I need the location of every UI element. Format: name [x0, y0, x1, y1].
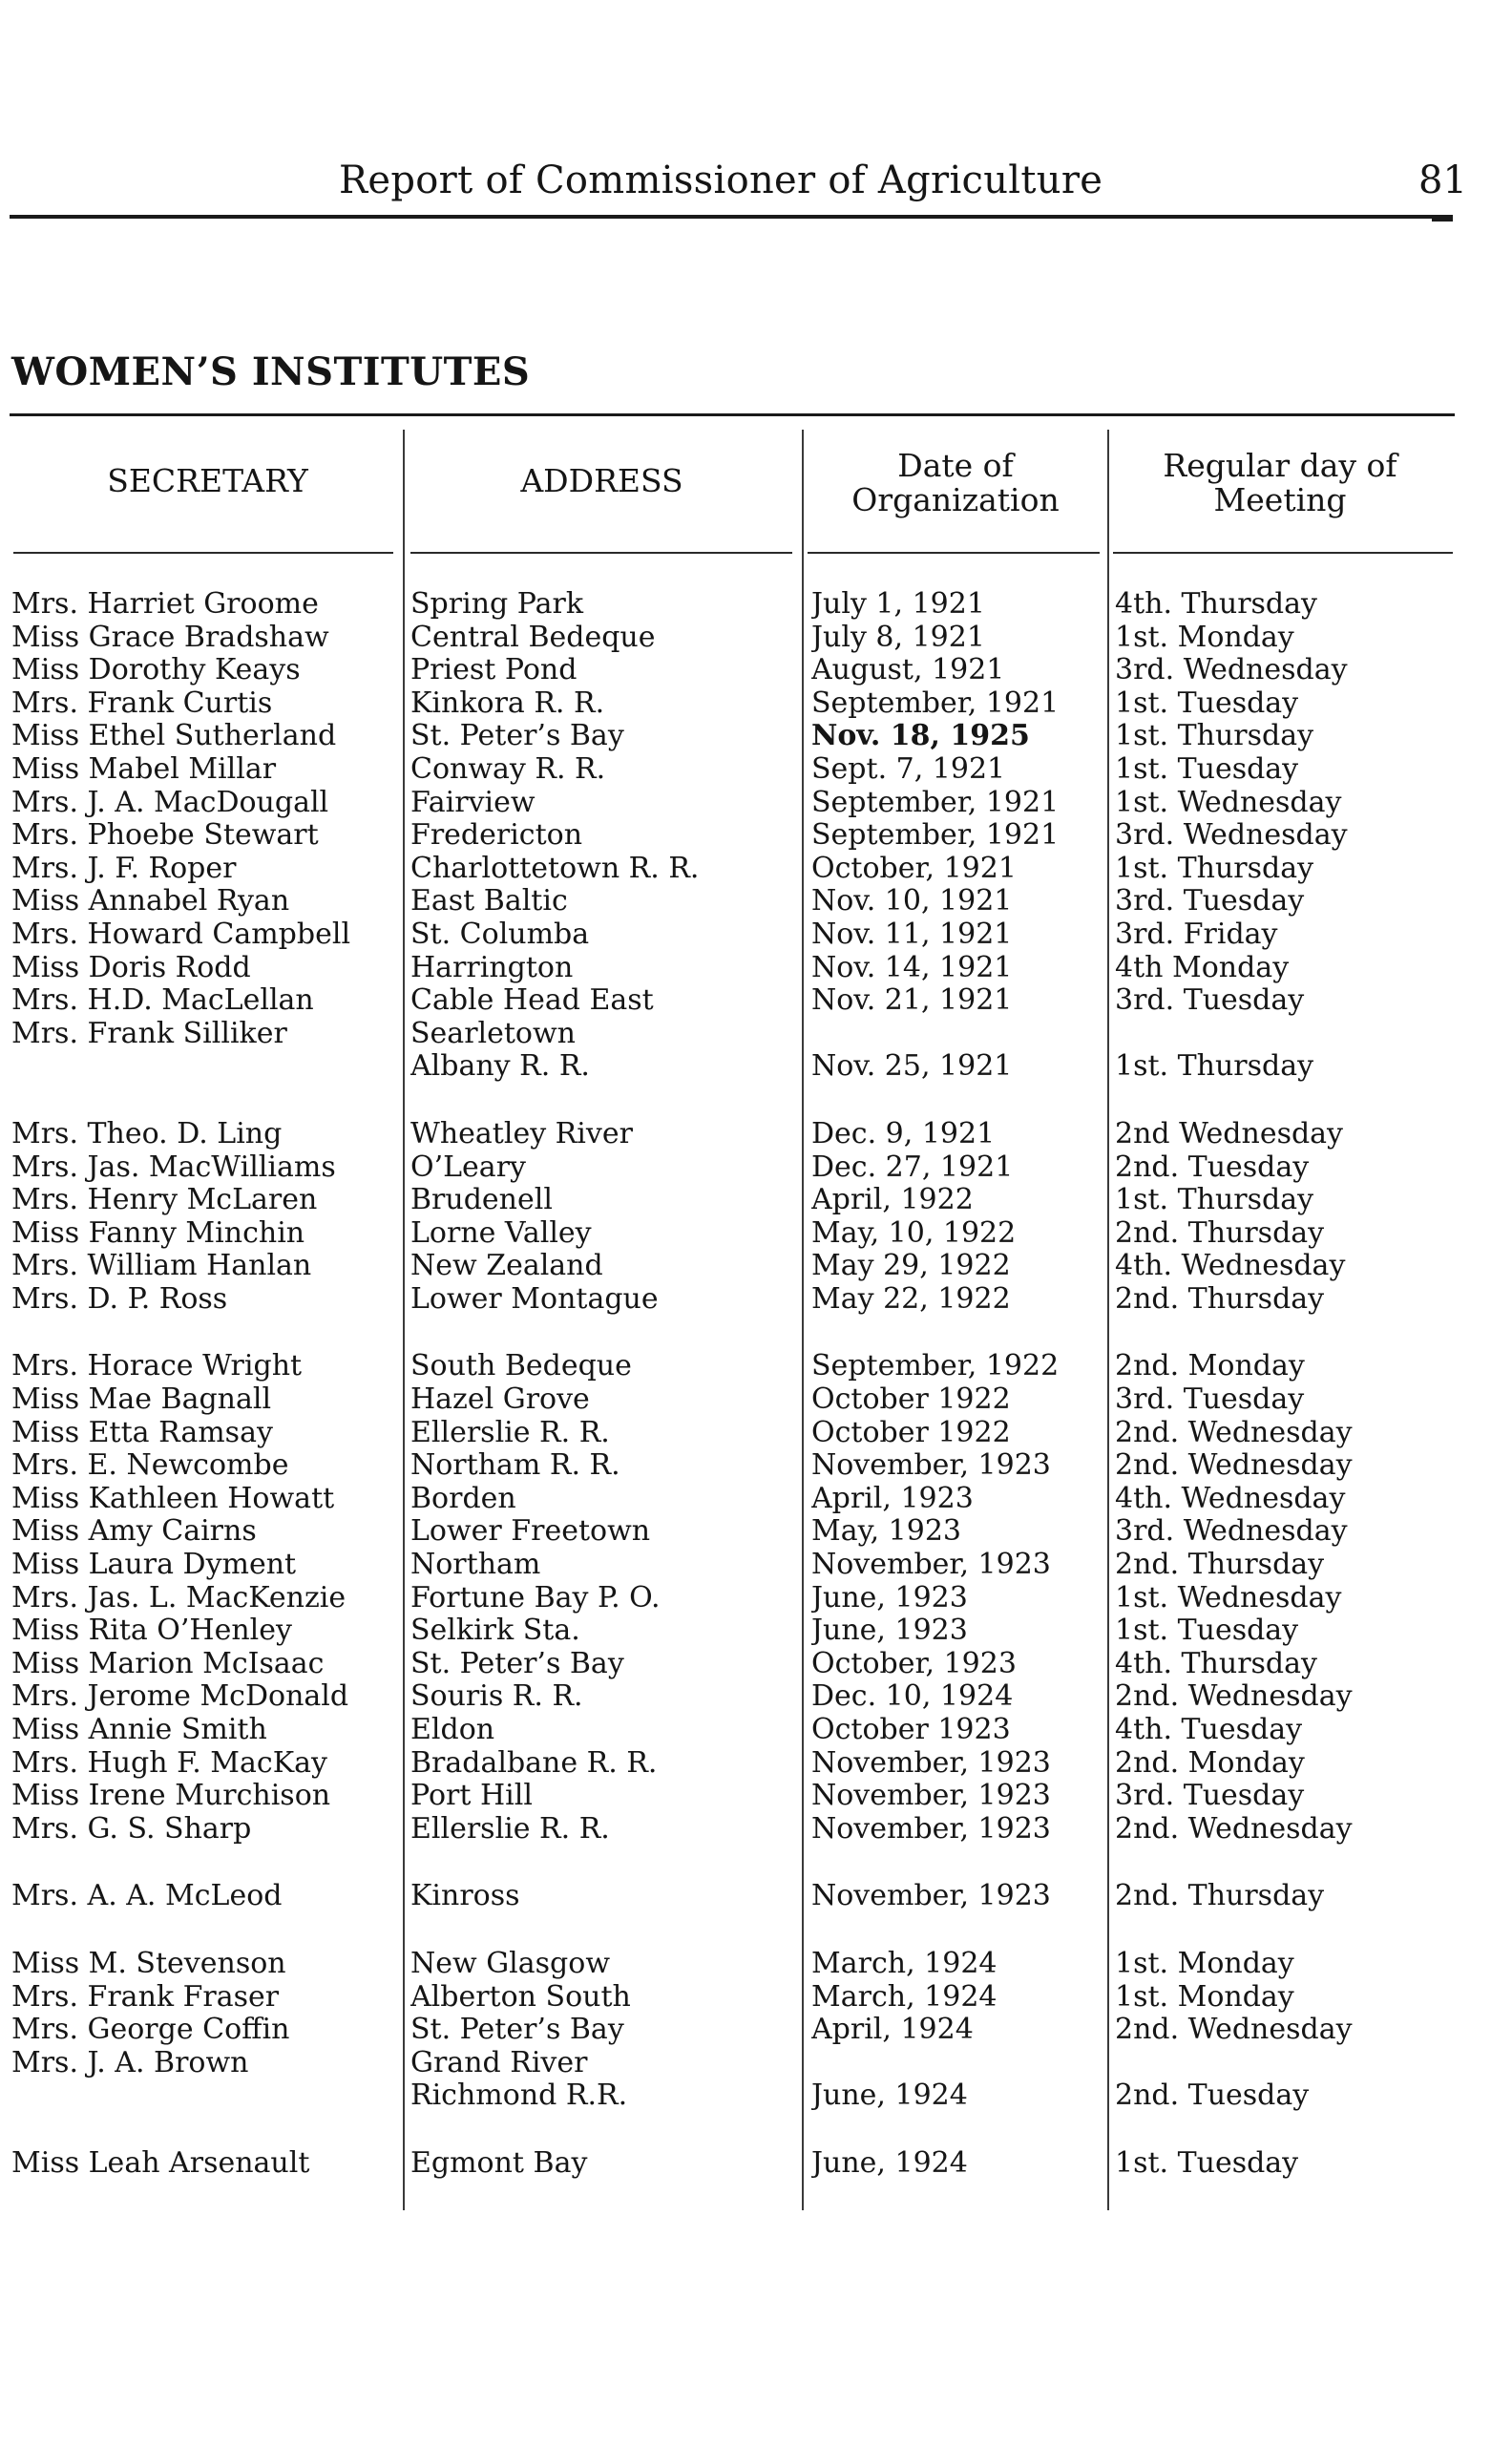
address-cell: Richmond R.R.: [410, 2079, 628, 2113]
address-cell: Egmont Bay: [410, 2146, 588, 2180]
meeting-cell: 4th. Thursday: [1115, 588, 1317, 621]
table-row: [0, 1417, 1512, 1450]
secretary-cell: Mrs. G. S. Sharp: [11, 1812, 252, 1846]
date-cell: April, 1924: [811, 2014, 974, 2047]
address-cell: Wheatley River: [410, 1117, 633, 1150]
secretary-cell: Miss Mae Bagnall: [11, 1383, 272, 1417]
address-cell: South Bedeque: [410, 1350, 632, 1383]
table-row: [0, 1483, 1512, 1516]
table-row: [0, 1151, 1512, 1185]
address-cell: New Glasgow: [410, 1947, 611, 1980]
column-header-meeting-line1: Regular day of: [1163, 447, 1397, 484]
secretary-cell: Miss Annie Smith: [11, 1714, 267, 1746]
date-cell: May, 10, 1922: [811, 1216, 1017, 1250]
meeting-cell: 1st. Tuesday: [1115, 2146, 1299, 2180]
header-underline-secretary: [13, 552, 393, 554]
date-cell: March, 1924: [811, 1980, 998, 2014]
column-header-date: [808, 449, 1103, 517]
table-row: [0, 753, 1512, 787]
column-header-secretary: SECRETARY: [107, 462, 308, 499]
date-cell: September, 1921: [811, 686, 1060, 720]
table-row: [0, 1283, 1512, 1317]
secretary-cell: Miss Fanny Minchin: [11, 1216, 305, 1250]
meeting-cell: 2nd. Thursday: [1115, 1282, 1325, 1316]
address-cell: O’Leary: [410, 1150, 526, 1184]
secretary-cell: Mrs. A. A. McLeod: [11, 1880, 283, 1913]
address-cell: Grand River: [410, 2046, 588, 2079]
date-cell: April, 1922: [811, 1184, 974, 1217]
table-row: [0, 1582, 1512, 1615]
table-row: [0, 1350, 1512, 1383]
table-row: [0, 1747, 1512, 1781]
date-cell: May, 1923: [811, 1515, 961, 1549]
table-row: [0, 1118, 1512, 1151]
address-cell: Searletown: [410, 1017, 576, 1050]
date-cell: August, 1921: [811, 654, 1005, 687]
meeting-cell: 2nd Wednesday: [1115, 1117, 1344, 1150]
date-cell: Dec. 27, 1921: [811, 1150, 1014, 1184]
table-row: [0, 1050, 1512, 1084]
secretary-cell: Miss Laura Dyment: [11, 1549, 297, 1582]
secretary-cell: Mrs. Henry McLaren: [11, 1184, 318, 1217]
table-row: [0, 853, 1512, 886]
secretary-cell: Miss Amy Cairns: [11, 1515, 257, 1549]
secretary-cell: Mrs. Jas. MacWilliams: [11, 1150, 336, 1184]
table-row: [0, 918, 1512, 952]
meeting-cell: 2nd. Monday: [1115, 1350, 1305, 1383]
date-cell: October 1922: [811, 1383, 1011, 1417]
table-row: [0, 1515, 1512, 1549]
column-header-date-line1: Date of: [897, 447, 1014, 484]
table-row: [0, 1449, 1512, 1483]
secretary-cell: Miss Rita O’Henley: [11, 1614, 292, 1648]
date-cell: Dec. 10, 1924: [811, 1680, 1014, 1714]
address-cell: Conway R. R.: [410, 752, 606, 786]
date-cell: November, 1923: [811, 1812, 1051, 1846]
date-cell: April, 1923: [811, 1482, 974, 1515]
running-title: Report of Commissioner of Agriculture: [339, 158, 1103, 202]
meeting-cell: 2nd. Wednesday: [1115, 1680, 1353, 1714]
meeting-cell: 3rd. Friday: [1115, 918, 1278, 951]
date-cell: July 8, 1921: [811, 621, 985, 654]
address-cell: Lower Montague: [410, 1282, 659, 1316]
meeting-cell: 1st. Wednesday: [1115, 786, 1342, 819]
meeting-cell: 3rd. Tuesday: [1115, 1780, 1305, 1813]
meeting-cell: 2nd. Thursday: [1115, 1880, 1325, 1913]
section-title: WOMEN’S INSTITUTES: [11, 349, 531, 394]
secretary-cell: Mrs. Horace Wright: [11, 1350, 303, 1383]
address-cell: Bradalbane R. R.: [410, 1746, 658, 1780]
date-cell: November, 1923: [811, 1746, 1051, 1780]
date-cell: September, 1922: [811, 1350, 1060, 1383]
secretary-cell: Mrs. William Hanlan: [11, 1250, 312, 1283]
table-row: [0, 1648, 1512, 1681]
table-row: [0, 1383, 1512, 1417]
date-cell: November, 1923: [811, 1449, 1051, 1483]
secretary-cell: Mrs. E. Newcombe: [11, 1449, 289, 1483]
meeting-cell: 1st. Tuesday: [1115, 1614, 1299, 1648]
meeting-cell: 1st. Tuesday: [1115, 686, 1299, 720]
meeting-cell: 2nd. Wednesday: [1115, 1416, 1353, 1449]
meeting-cell: 3rd. Tuesday: [1115, 885, 1305, 918]
column-header-meeting-line2: Meeting: [1213, 481, 1347, 518]
address-cell: Fairview: [410, 786, 536, 819]
table-row: [0, 622, 1512, 655]
table-row: [0, 885, 1512, 918]
table-row: [0, 1780, 1512, 1813]
meeting-cell: 1st. Monday: [1115, 1947, 1294, 1980]
meeting-cell: 3rd. Wednesday: [1115, 654, 1348, 687]
address-cell: Albany R. R.: [410, 1050, 590, 1084]
date-cell: October, 1923: [811, 1647, 1017, 1680]
meeting-cell: 1st. Tuesday: [1115, 752, 1299, 786]
table-row: [0, 2147, 1512, 2181]
meeting-cell: 4th Monday: [1115, 951, 1290, 984]
secretary-cell: Mrs. Hugh F. MacKay: [11, 1746, 327, 1780]
meeting-cell: 3rd. Wednesday: [1115, 1515, 1348, 1549]
date-cell: March, 1924: [811, 1947, 998, 1980]
secretary-cell: Miss Marion McIsaac: [11, 1647, 325, 1680]
secretary-cell: Miss M. Stevenson: [11, 1947, 286, 1980]
date-cell: May 29, 1922: [811, 1250, 1011, 1283]
secretary-cell: Miss Grace Bradshaw: [11, 621, 329, 654]
address-cell: St. Peter’s Bay: [410, 1647, 624, 1680]
date-cell: November, 1923: [811, 1549, 1051, 1582]
meeting-cell: 1st. Thursday: [1115, 1184, 1314, 1217]
address-cell: Brudenell: [410, 1184, 553, 1217]
address-cell: St. Columba: [410, 918, 590, 951]
meeting-cell: 3rd. Tuesday: [1115, 984, 1305, 1018]
table-row: [0, 2079, 1512, 2113]
date-cell: Sept. 7, 1921: [811, 752, 1006, 786]
meeting-cell: 2nd. Tuesday: [1115, 2079, 1310, 2113]
table-top-rule: [10, 413, 1455, 416]
address-cell: New Zealand: [410, 1250, 603, 1283]
date-cell: Nov. 25, 1921: [811, 1050, 1013, 1084]
address-cell: Northam: [410, 1549, 541, 1582]
secretary-cell: Miss Annabel Ryan: [11, 885, 290, 918]
secretary-cell: Mrs. Theo. D. Ling: [11, 1117, 283, 1150]
secretary-cell: Mrs. Jas. L. MacKenzie: [11, 1581, 346, 1614]
date-cell: June, 1923: [811, 1614, 968, 1648]
meeting-cell: 1st. Thursday: [1115, 720, 1314, 753]
address-cell: Ellerslie R. R.: [410, 1812, 610, 1846]
secretary-cell: Miss Mabel Millar: [11, 752, 277, 786]
secretary-cell: Miss Ethel Sutherland: [11, 720, 337, 753]
table-row: [0, 2014, 1512, 2047]
table-row: [0, 654, 1512, 687]
date-cell: June, 1924: [811, 2146, 968, 2180]
table-row: [0, 1714, 1512, 1747]
date-cell: Nov. 14, 1921: [811, 951, 1013, 984]
meeting-cell: 1st. Thursday: [1115, 1050, 1314, 1084]
header-underline-address: [410, 552, 792, 554]
address-cell: Kinkora R. R.: [410, 686, 605, 720]
secretary-cell: Miss Doris Rodd: [11, 951, 251, 984]
secretary-cell: Mrs. Frank Silliker: [11, 1017, 287, 1050]
meeting-cell: 3rd. Tuesday: [1115, 1383, 1305, 1417]
date-cell: October, 1921: [811, 852, 1017, 885]
address-cell: Borden: [410, 1482, 516, 1515]
meeting-cell: 1st. Monday: [1115, 1980, 1294, 2014]
page-number: 81: [1418, 158, 1467, 202]
address-cell: Kinross: [410, 1880, 520, 1913]
address-cell: Central Bedeque: [410, 621, 656, 654]
running-head: [0, 153, 1512, 210]
table-row: [0, 1614, 1512, 1648]
table-row: [0, 1018, 1512, 1051]
meeting-cell: 2nd. Wednesday: [1115, 2014, 1353, 2047]
meeting-cell: 4th. Thursday: [1115, 1647, 1317, 1680]
column-header-meeting: [1113, 449, 1447, 517]
header-underline-meeting: [1113, 552, 1453, 554]
meeting-cell: 4th. Wednesday: [1115, 1250, 1346, 1283]
meeting-cell: 3rd. Wednesday: [1115, 819, 1348, 853]
secretary-cell: Mrs. Harriet Groome: [11, 588, 319, 621]
secretary-cell: Miss Etta Ramsay: [11, 1416, 273, 1449]
secretary-cell: Miss Dorothy Keays: [11, 654, 301, 687]
address-cell: Northam R. R.: [410, 1449, 620, 1483]
meeting-cell: 4th. Tuesday: [1115, 1714, 1303, 1746]
table-row: [0, 984, 1512, 1018]
table-row: [0, 819, 1512, 853]
meeting-cell: 2nd. Tuesday: [1115, 1150, 1310, 1184]
date-cell: Nov. 10, 1921: [811, 885, 1013, 918]
address-cell: St. Peter’s Bay: [410, 2014, 624, 2047]
address-cell: East Baltic: [410, 885, 568, 918]
table-row: [0, 2047, 1512, 2080]
meeting-cell: 2nd. Monday: [1115, 1746, 1305, 1780]
meeting-cell: 2nd. Wednesday: [1115, 1449, 1353, 1483]
date-cell: October 1923: [811, 1714, 1011, 1746]
address-cell: Fortune Bay P. O.: [410, 1581, 661, 1614]
date-cell: Nov. 21, 1921: [811, 984, 1013, 1018]
address-cell: St. Peter’s Bay: [410, 720, 624, 753]
date-cell: Dec. 9, 1921: [811, 1117, 996, 1150]
institutes-table-body: [0, 588, 1512, 2181]
address-cell: Spring Park: [410, 588, 583, 621]
header-rule-tail: [1432, 219, 1453, 222]
address-cell: Souris R. R.: [410, 1680, 583, 1714]
meeting-cell: 1st. Wednesday: [1115, 1581, 1342, 1614]
table-row: [0, 952, 1512, 985]
secretary-cell: Mrs. J. A. Brown: [11, 2046, 249, 2079]
address-cell: Fredericton: [410, 819, 583, 853]
address-cell: Charlottetown R. R.: [410, 852, 700, 885]
table-row: [0, 588, 1512, 622]
table-row: [0, 1981, 1512, 2015]
column-header-date-line2: Organization: [851, 481, 1060, 518]
date-cell: June, 1924: [811, 2079, 968, 2113]
date-cell: October 1922: [811, 1416, 1011, 1449]
secretary-cell: Mrs. Frank Curtis: [11, 686, 273, 720]
address-cell: Hazel Grove: [410, 1383, 590, 1417]
secretary-cell: Miss Leah Arsenault: [11, 2146, 310, 2180]
header-rule: [10, 215, 1453, 219]
date-cell: September, 1921: [811, 786, 1060, 819]
address-cell: Alberton South: [410, 1980, 631, 2014]
meeting-cell: 2nd. Wednesday: [1115, 1812, 1353, 1846]
secretary-cell: Mrs. Frank Fraser: [11, 1980, 280, 2014]
secretary-cell: Mrs. George Coffin: [11, 2014, 290, 2047]
date-cell: May 22, 1922: [811, 1282, 1011, 1316]
address-cell: Eldon: [410, 1714, 495, 1746]
date-cell: July 1, 1921: [811, 588, 985, 621]
address-cell: Port Hill: [410, 1780, 533, 1813]
table-row: [0, 720, 1512, 753]
table-row: [0, 1880, 1512, 1913]
column-header-address: ADDRESS: [520, 462, 683, 499]
secretary-cell: Mrs. J. A. MacDougall: [11, 786, 329, 819]
date-cell: Nov. 18, 1925: [811, 720, 1030, 753]
table-row: [0, 1184, 1512, 1217]
secretary-cell: Mrs. Phoebe Stewart: [11, 819, 319, 853]
table-row: [0, 1549, 1512, 1582]
address-cell: Harrington: [410, 951, 574, 984]
meeting-cell: 2nd. Thursday: [1115, 1549, 1325, 1582]
meeting-cell: 4th. Wednesday: [1115, 1482, 1346, 1515]
meeting-cell: 1st. Thursday: [1115, 852, 1314, 885]
meeting-cell: 1st. Monday: [1115, 621, 1294, 654]
address-cell: Cable Head East: [410, 984, 654, 1018]
secretary-cell: Mrs. J. F. Roper: [11, 852, 237, 885]
table-row: [0, 1250, 1512, 1283]
table-row: [0, 687, 1512, 721]
table-row: [0, 1948, 1512, 1981]
table-row: [0, 787, 1512, 820]
secretary-cell: Mrs. Howard Campbell: [11, 918, 351, 951]
secretary-cell: Miss Kathleen Howatt: [11, 1482, 335, 1515]
date-cell: November, 1923: [811, 1780, 1051, 1813]
date-cell: Nov. 11, 1921: [811, 918, 1013, 951]
secretary-cell: Miss Irene Murchison: [11, 1780, 331, 1813]
date-cell: September, 1921: [811, 819, 1060, 853]
date-cell: November, 1923: [811, 1880, 1051, 1913]
address-cell: Lorne Valley: [410, 1216, 592, 1250]
date-cell: June, 1923: [811, 1581, 968, 1614]
address-cell: Ellerslie R. R.: [410, 1416, 610, 1449]
table-row: [0, 1217, 1512, 1251]
secretary-cell: Mrs. D. P. Ross: [11, 1282, 228, 1316]
address-cell: Lower Freetown: [410, 1515, 651, 1549]
address-cell: Priest Pond: [410, 654, 578, 687]
header-underline-date: [808, 552, 1100, 554]
table-row: [0, 1813, 1512, 1847]
table-row: [0, 1680, 1512, 1714]
meeting-cell: 2nd. Thursday: [1115, 1216, 1325, 1250]
address-cell: Selkirk Sta.: [410, 1614, 580, 1648]
secretary-cell: Mrs. Jerome McDonald: [11, 1680, 349, 1714]
secretary-cell: Mrs. H.D. MacLellan: [11, 984, 314, 1018]
